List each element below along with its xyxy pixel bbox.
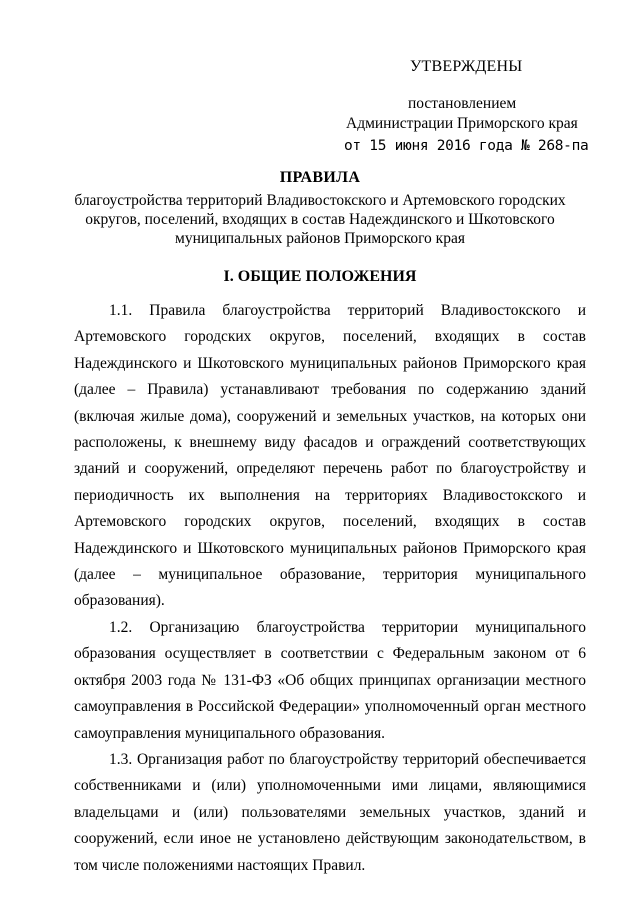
approval-line-resolution: постановлением <box>408 95 517 112</box>
body-text <box>74 298 586 879</box>
approval-line-administration: Администрации Приморского края <box>346 115 578 132</box>
document-title: ПРАВИЛА <box>279 169 361 186</box>
paragraph-1-1: 1.1. Правила благоустройства территорий Владивостокского и Артемовского городских округов, поселений, входящих в состав Надеждинского и Шкотовского муниципальных районов Приморского края (далее – Правила) устанавливают требования по содержанию зданий (включая жилые дома), сооружений и земельных участков, на которых они расположены, к внешнему виду фасадов и ограждений соответствующих зданий и сооружений, определяют перечень работ по благоустройству и периодичность их выполнения на территориях Владивостокского и Артемовского городских округов, поселений, входящих в состав Надеждинского и Шкотовского муниципальных районов Приморского края (далее – муниципальное образование, территория муниципального образования). <box>74 302 586 610</box>
approval-line-date-number: от 15 июня 2016 года № 268-па <box>344 138 589 154</box>
approval-heading: УТВЕРЖДЕНЫ <box>410 58 523 75</box>
paragraph-1-3: 1.3. Организация работ по благоустройству территорий обеспечивается собственниками и (или) уполномоченными ими лицами, являющимися владельцами и (или) пользователями земельных участков, зданий и сооружений, если иное не установлено действующим законодательством, в том числе положениями настоящих Правил. <box>74 750 586 874</box>
document-subtitle: благоустройства территорий Владивостокского и Артемовского городских округов, поселений, входящих в состав Надеждинского и Шкотовского муниципальных районов Приморского края <box>74 192 566 247</box>
paragraph-1-2: 1.2. Организацию благоустройства территории муниципального образования осуществляет в соответствии с Федеральным законом от 6 октября 2003 года № 131-ФЗ «Об общих принципах организации местного самоуправления в Российской Федерации» уполномоченный орган местного самоуправления муниципального образования. <box>74 618 586 742</box>
section-title: I. ОБЩИЕ ПОЛОЖЕНИЯ <box>223 268 417 285</box>
